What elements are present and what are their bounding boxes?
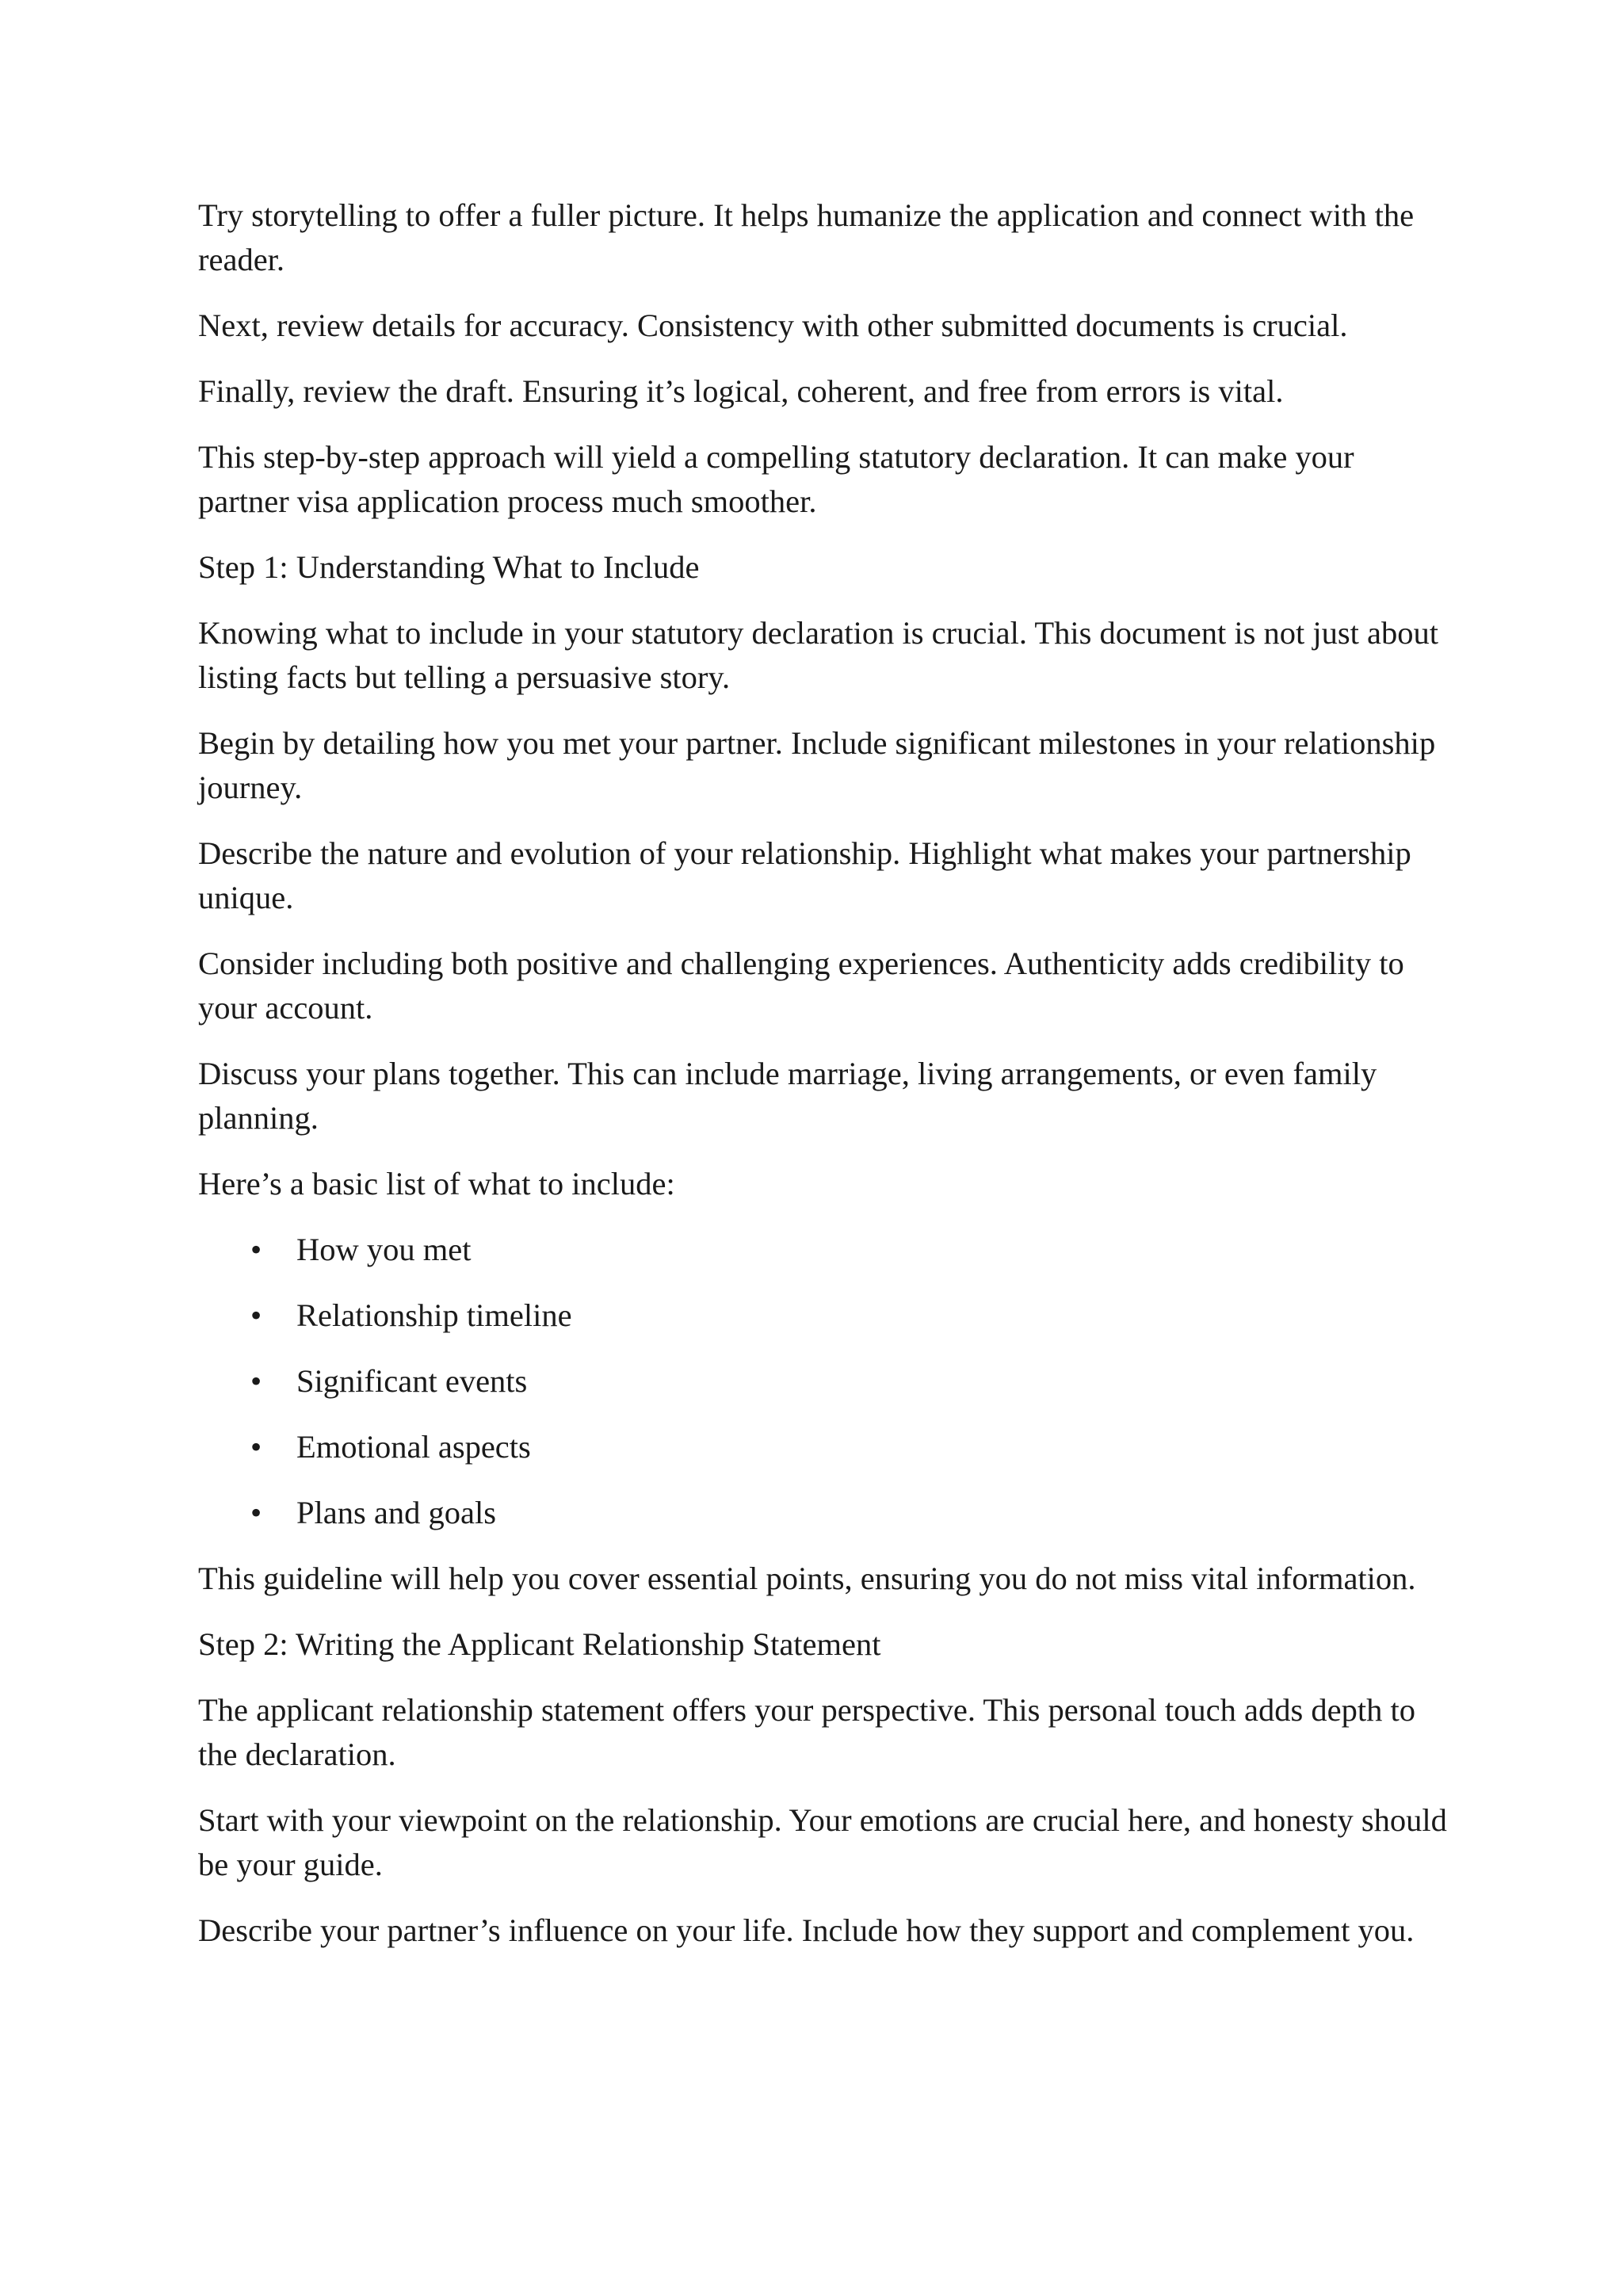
list-item — [198, 1425, 1450, 1469]
paragraph: Describe your partner’s influence on your life. Include how they support and complement you. — [198, 1912, 1415, 1948]
bullet-icon: • — [250, 1363, 262, 1399]
list-item-text: Plans and goals — [296, 1495, 496, 1530]
include-list — [198, 1228, 1450, 1535]
step-2-heading: Step 2: Writing the Applicant Relationship Statement — [198, 1626, 881, 1662]
bullet-icon: • — [250, 1495, 262, 1530]
paragraph: Try storytelling to offer a fuller picture. It helps humanize the application and connect with the reader. — [198, 197, 1415, 277]
paragraph: This step-by-step approach will yield a compelling statutory declaration. It can make your partner visa application process much smoother. — [198, 439, 1354, 519]
paragraph: The applicant relationship statement offers your perspective. This personal touch adds depth to the declaration. — [198, 1692, 1415, 1772]
paragraph: Next, review details for accuracy. Consistency with other submitted documents is crucial. — [198, 308, 1348, 343]
paragraph: Finally, review the draft. Ensuring it’s logical, coherent, and free from errors is vital. — [198, 373, 1284, 409]
paragraph: This guideline will help you cover essential points, ensuring you do not miss vital information. — [198, 1561, 1416, 1596]
step-1-heading: Step 1: Understanding What to Include — [198, 549, 700, 585]
bullet-icon: • — [250, 1297, 262, 1333]
list-item — [198, 1359, 1450, 1404]
paragraph: Begin by detailing how you met your partner. Include significant milestones in your relationship journey. — [198, 725, 1436, 805]
paragraph: Discuss your plans together. This can include marriage, living arrangements, or even family planning. — [198, 1056, 1377, 1136]
list-item — [198, 1228, 1450, 1272]
list-item-text: How you met — [296, 1232, 472, 1267]
paragraph: Describe the nature and evolution of your relationship. Highlight what makes your partnership unique. — [198, 835, 1411, 915]
bullet-icon: • — [250, 1232, 262, 1267]
list-item-text: Emotional aspects — [296, 1429, 531, 1465]
list-item-text: Relationship timeline — [296, 1297, 572, 1333]
document-body — [198, 193, 1450, 1974]
paragraph: Start with your viewpoint on the relationship. Your emotions are crucial here, and honesty should be your guide. — [198, 1802, 1447, 1882]
list-item — [198, 1491, 1450, 1535]
paragraph: Knowing what to include in your statutory declaration is crucial. This document is not just about listing facts but telling a persuasive story. — [198, 615, 1438, 695]
list-item-text: Significant events — [296, 1363, 528, 1399]
list-intro: Here’s a basic list of what to include: — [198, 1166, 675, 1201]
bullet-icon: • — [250, 1429, 262, 1465]
list-item — [198, 1293, 1450, 1338]
paragraph: Consider including both positive and challenging experiences. Authenticity adds credibility to your account. — [198, 946, 1404, 1026]
